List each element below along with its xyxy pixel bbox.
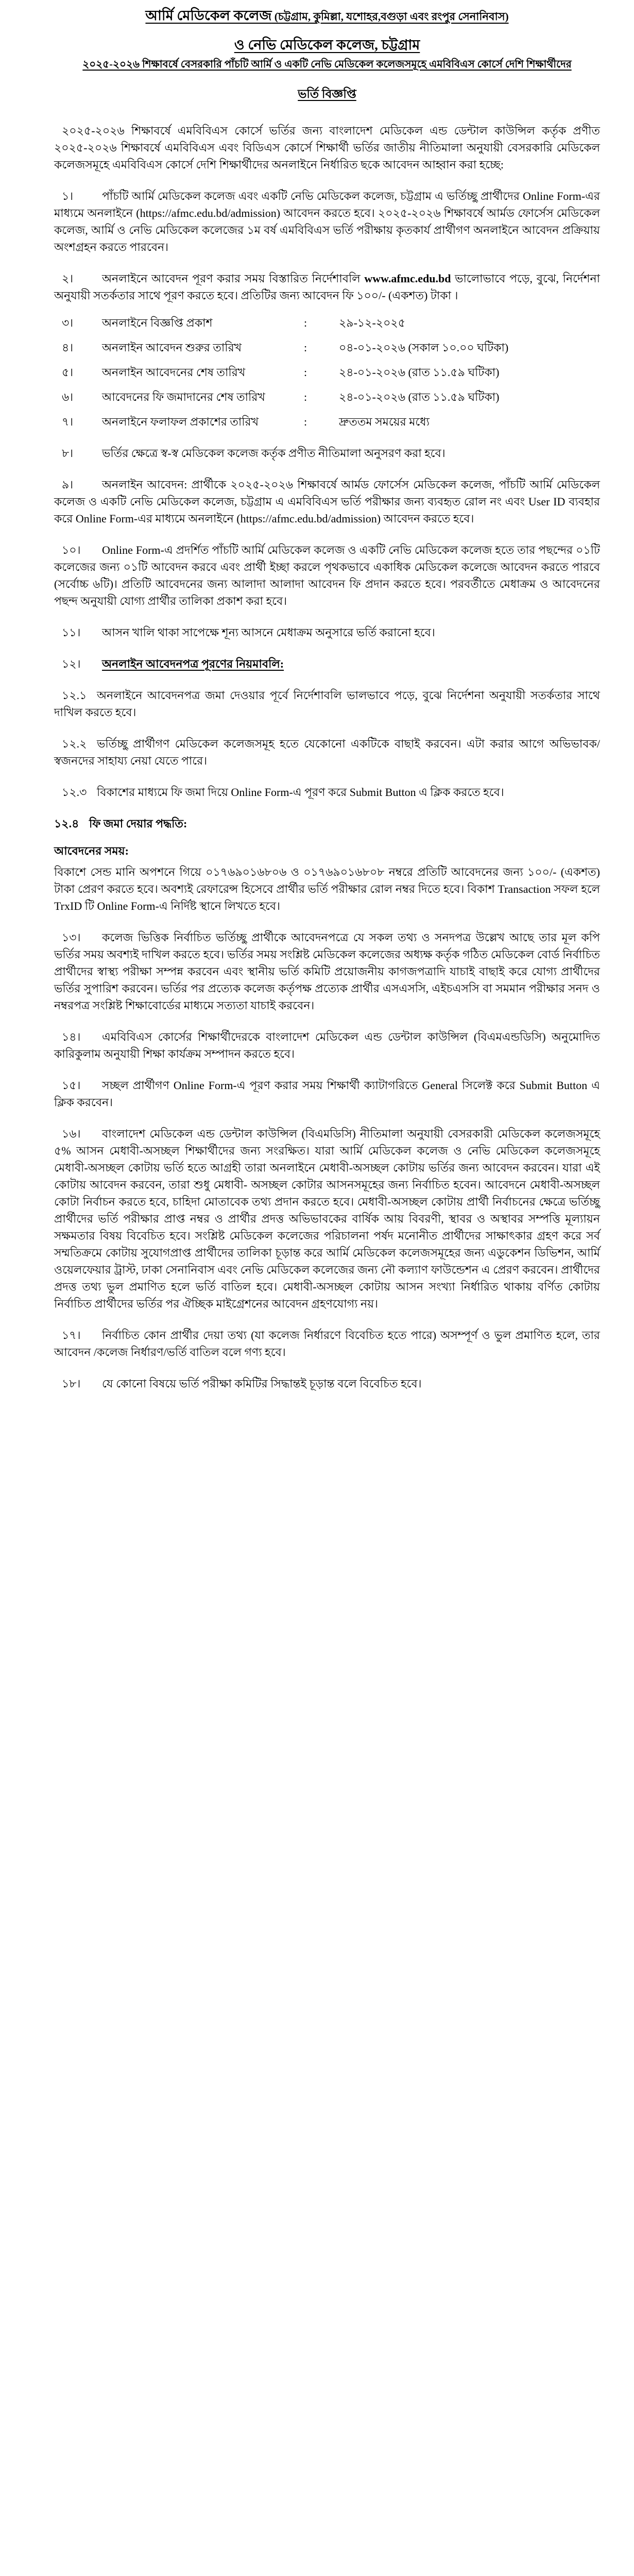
item-12-3-number: ১২.৩	[62, 785, 87, 799]
notice-subtitle: ২০২৫-২০২৬ শিক্ষাবর্ষে বেসরকারি পাঁচটি আর্মি ও একটি নেভি মেডিকেল কলেজসমূহে এমবিবিএস কোর্সে দেশি শিক্ষার্থীদের	[82, 59, 572, 70]
schedule-row-value: ২৪-০১-২০২৬ (রাত ১১.৫৯ ঘটিকা)	[339, 365, 500, 379]
item-15-text: সচ্ছল প্রার্থীগণ Online Form-এ পূরণ করার সময় শিক্ষার্থী ক্যাটাগরিতে General সিলেক্ট করে Submit Button এ ক্লিক করবেন।	[54, 1078, 600, 1109]
item-12-4-heading-row	[54, 815, 600, 832]
item-11-number: ১১।	[62, 625, 81, 639]
afmc-website-url: www.afmc.edu.bd	[364, 272, 451, 285]
item-10-number: ১০।	[62, 543, 81, 556]
item-15-number: ১৫।	[62, 1078, 81, 1092]
college-title-line2	[54, 35, 600, 56]
schedule-row-number: ৬।	[62, 390, 74, 403]
item-17-text: নির্বাচিত কোন প্রার্থীর দেয়া তথ্য (যা কলেজ নির্ধারণে বিবেচিত হতে পারে) অসম্পূর্ণ ও ভুল প্রমাণিত হলে, তার আবেদন /কলেজ নির্ধারণ/ভর্তি বাতিল বলে গণ্য হবে।	[54, 1328, 600, 1359]
item-12-1-number: ১২.১	[62, 688, 87, 702]
college-campus-list: (চট্টগ্রাম, কুমিল্লা, যশোহর,বগুড়া এবং রংপুর সেনানিবাস)	[271, 10, 509, 23]
item-2-number: ২।	[62, 272, 74, 285]
item-10-text: Online Form-এ প্রদর্শিত পাঁচটি আর্মি মেডিকেল কলেজ ও একটি নেভি মেডিকেল কলেজ হতে তার পছন্দের ০১টি কলেজের জন্য ০১টি আবেদন করবে এবং প্রার্থী ইচ্ছা করলে পৃথকভাবে একাধিক মেডিকেল কলেজে আবেদন করতে পারবে (সর্বোচ্চ ৬টি)। প্রতিটি আবেদনের জন্য আলাদা আলাদা আবেদন ফি প্রদান করতে হবে। পরবর্তীতে মেধাক্রম ও আবেদনের পছন্দ অনুযায়ী যোগ্য প্রার্থীর তালিকা প্রকাশ করা হবে।	[54, 543, 600, 607]
schedule-row-number: ৩।	[62, 316, 74, 329]
schedule-row-value: ২৪-০১-২০২৬ (রাত ১১.৫৯ ঘটিকা)	[339, 390, 500, 403]
notice-heading-row	[54, 86, 600, 104]
item-1-number: ১।	[62, 189, 74, 202]
item-13-number: ১৩।	[62, 930, 81, 944]
schedule-row-colon: :	[304, 316, 307, 329]
item-12	[54, 655, 600, 672]
item-12-1	[54, 687, 600, 721]
item-12-number: ১২।	[62, 657, 81, 670]
schedule-row-label: অনলাইন আবেদন শুরুর তারিখ	[102, 341, 242, 354]
item-10	[54, 541, 600, 609]
college-name-army: আর্মি মেডিকেল কলেজ	[145, 8, 272, 23]
item-12-2-number: ১২.২	[62, 737, 87, 750]
schedule-list	[54, 314, 600, 430]
schedule-row-value: ২৯-১২-২০২৫	[339, 316, 406, 329]
item-18-number: ১৮।	[62, 1377, 81, 1390]
item-12-1-text: অনলাইনে আবেদনপত্র জমা দেওয়ার পূর্বে নির্দেশাবলি ভালভাবে পড়ে, বুঝে নির্দেশনা অনুযায়ী সতর্কতার সাথে দাখিল করতে হবে।	[54, 688, 600, 719]
schedule-row-colon: :	[304, 415, 307, 428]
item-12-2-text: ভর্তিচ্ছু প্রার্থীগণ মেডিকেল কলেজসমূহ হতে যেকোনো একটিকে বাছাই করবেন। এটা করার আগে অভিভাবক/স্বজনদের সাহায্য নেয়া যেতে পারে।	[54, 737, 600, 767]
item-16-number: ১৬।	[62, 1127, 81, 1140]
item-8	[54, 445, 600, 462]
schedule-row-label: অনলাইনে ফলাফল প্রকাশের তারিখ	[102, 415, 259, 428]
item-8-number: ৮।	[62, 446, 74, 460]
application-time-heading: আবেদনের সময়:	[54, 844, 129, 857]
schedule-row-colon: :	[304, 341, 307, 354]
schedule-row-number: ৪।	[62, 341, 74, 354]
item-16-text: বাংলাদেশ মেডিকেল এন্ড ডেন্টাল কাউন্সিল (বিএমডিসি) নীতিমালা অনুযায়ী বেসরকারী মেডিকেল কলেজসমূহে ৫% আসন মেধাবী-অসচ্ছল শিক্ষার্থীদের জন্য সংরক্ষিত। যারা আর্মি মেডিকেল কলেজ ও নেভি মেডিকেল কলেজসমূহে মেধাবী-অসচ্ছল কোটায় ভর্তি হতে আগ্রহী তারা অনলাইনে মেধাবী-অসচ্ছল কোটায় ভর্তির জন্য আবেদন করবেন। যারা এই কোটায় আবেদন করবেন, তারা শুধু মেধাবী- অসচ্ছল কোটার আসনসমূহের জন্য নির্বাচিত হবেন। আবেদনে মেধাবী-অসচ্ছল কোটা নির্বাচন করতে হবে, চাহিদা মোতাবেক তথ্য প্রদান করতে হবে। মেধাবী-অসচ্ছল কোটায় প্রার্থী নির্বাচনের ক্ষেত্রে ভর্তিচ্ছু প্রার্থীদের ভর্তি পরীক্ষার প্রাপ্ত নম্বর ও প্রার্থীর প্রদত্ত অভিভাবকের বার্ষিক আয় বিবরণী, স্থাবর ও অস্থাবর সম্পত্তি মূল্যায়ন সক্ষমতার বিষয় বিবেচিত হবে। সংশ্লিষ্ট মেডিকেল কলেজের পরিচালনা পর্ষদ মনোনীত প্রার্থীদের সাক্ষাৎকার গ্রহণ করে সর্ব সম্মতিক্রমে কোটায় সুযোগপ্রাপ্ত প্রার্থীদের তালিকা চূড়ান্ত করে আর্মি মেডিকেল কলেজসমূহের জন্য এডুকেশন ডিভিশন, আর্মি ওয়েলফেয়ার ট্রাস্ট, ঢাকা সেনানিবাস এবং নেভি মেডিকেল কলেজের জন্য নৌ কল্যাণ ফাউন্ডেশন এ প্রেরণ করবেন। প্রার্থীদের প্রদত্ত তথ্য ভুল প্রমাণিত হলে ভর্তি বাতিল হবে। মেধাবী-অসচ্ছল কোটায় আসন সংখ্যা নির্ধারিত থাকায় বর্ণিত কোটায় নির্বাচিত প্রার্থীদের ভর্তির পর ঐচ্ছিক মাইগ্রেশনের আবেদন গ্রহণযোগ্য নয়।	[54, 1127, 600, 1310]
item-2-text-after: ভালোভাবে পড়ে, বুঝে, নির্দেশনা অনুযায়ী সতর্কতার সাথে পূরণ করতে হবে। প্রতিটির জন্য আবেদন ফি ১০০/- (একশত) টাকা ।	[54, 272, 600, 302]
fee-method-heading: ফি জমা দেয়ার পদ্ধতি:	[89, 817, 187, 830]
item-11-text: আসন খালি থাকা সাপেক্ষে শূন্য আসনে মেধাক্রম অনুসারে ভর্তি করানো হবে।	[102, 625, 435, 639]
item-9	[54, 476, 600, 527]
item-1-text: পাঁচটি আর্মি মেডিকেল কলেজ এবং একটি নেভি মেডিকেল কলেজ, চট্টগ্রাম এ ভর্তিচ্ছু প্রার্থীদের Online Form-এর মাধ্যমে অনলাইনে (https://afmc.edu.bd/admission) আবেদন করতে হবে। ২০২৫-২০২৬ শিক্ষাবর্ষে আর্মড ফোর্সেস মেডিকেল কলেজ, আর্মি ও নেভি মেডিকেল কলেজের ১ম বর্ষ এমবিবিএস ভর্তি পরীক্ষায় কৃতকার্য প্রার্থীগণ অনলাইনে আবেদন প্রক্রিয়ায় অংশগ্রহন করতে পারবেন।	[54, 189, 600, 253]
schedule-row-label: অনলাইন আবেদনের শেষ তারিখ	[102, 365, 246, 379]
notice-heading: ভর্তি বিজ্ঞপ্তি	[298, 88, 356, 100]
item-2-text-before: অনলাইনে আবেদন পূরণ করার সময় বিস্তারিত নির্দেশাবলি	[102, 272, 365, 285]
schedule-row-colon: :	[304, 390, 307, 403]
item-14-number: ১৪।	[62, 1030, 81, 1043]
schedule-row-application-start	[62, 339, 600, 356]
item-14	[54, 1028, 600, 1062]
bkash-payment-instructions: বিকাশে সেন্ড মানি অপশনে গিয়ে ০১৭৬৯০১৬৮০৬ ও ০১৭৬৯০১৬৮০৮ নম্বরে প্রতিটি আবেদনের জন্য ১০০/- (একশত) টাকা প্রেরণ করতে হবে। অবশ্যই রেফারেন্স হিসেবে প্রার্থীর ভর্তি পরীক্ষার রোল নম্বর দিতে হবে। বিকাশ Transaction সফল হলে TrxID টি Online Form-এ নির্দিষ্ট স্থানে লিখতে হবে।	[54, 865, 600, 912]
admission-notice-document	[54, 0, 600, 1392]
notice-subtitle-row	[54, 55, 600, 72]
item-12-3	[54, 784, 600, 801]
schedule-row-value: দ্রুততম সময়ের মধ্যে	[339, 415, 430, 428]
intro-paragraph: ২০২৫-২০২৬ শিক্ষাবর্ষে এমবিবিএস কোর্সে ভর্তির জন্য বাংলাদেশ মেডিকেল এন্ড ডেন্টাল কাউন্সিল কর্তৃক প্রণীত ২০২৫-২০২৬ শিক্ষাবর্ষে এমবিবিএস এবং বিডিএস কোর্সে শিক্ষার্থী ভর্তির জাতীয় নীতিমালা অনুযায়ী বেসরকারি মেডিকেল কলেজসমূহে এমবিবিএস কোর্সে দেশি শিক্ষার্থীদের অনলাইনে নির্ধারিত ছকে আবেদন আহ্বান করা হচ্ছে:	[54, 124, 600, 171]
schedule-row-number: ৫।	[62, 365, 74, 379]
item-12-heading: অনলাইন আবেদনপত্র পূরণের নিয়মাবলি:	[102, 657, 284, 670]
item-9-text: অনলাইন আবেদন: প্রার্থীকে ২০২৫-২০২৬ শিক্ষাবর্ষে আর্মড ফোর্সেস মেডিকেল কলেজ, পাঁচটি আর্মি মেডিকেল কলেজ ও একটি নেভি মেডিকেল কলেজ, চট্টগ্রাম এ এমবিবিএস ভর্তি পরীক্ষার জন্য ব্যবহৃত রোল নং এবং User ID ব্যবহার করে Online Form-এর মাধ্যমে অনলাইনে (https://afmc.edu.bd/admission) আবেদন করতে হবে।	[54, 478, 600, 525]
item-18	[54, 1375, 600, 1392]
item-18-text: যে কোনো বিষয়ে ভর্তি পরীক্ষা কমিটির সিদ্ধান্তই চূড়ান্ত বলে বিবেচিত হবে।	[102, 1377, 422, 1390]
item-11	[54, 624, 600, 641]
item-12-3-text: বিকাশের মাধ্যমে ফি জমা দিয়ে Online Form-এ পূরণ করে Submit Button এ ক্লিক করতে হবে।	[97, 785, 504, 799]
item-15	[54, 1077, 600, 1111]
item-17-number: ১৭।	[62, 1328, 81, 1342]
item-1	[54, 188, 600, 256]
college-title-line1	[54, 5, 600, 26]
schedule-row-publication	[62, 314, 600, 331]
item-17	[54, 1327, 600, 1361]
item-16	[54, 1125, 600, 1312]
schedule-row-label: আবেদনের ফি জমাদানের শেষ তারিখ	[102, 390, 265, 403]
schedule-row-result	[62, 413, 600, 430]
schedule-row-fee-deadline	[62, 388, 600, 405]
item-8-text: ভর্তির ক্ষেত্রে স্ব-স্ব মেডিকেল কলেজ কর্তৃক প্রণীত নীতিমালা অনুসরণ করা হবে।	[102, 446, 445, 460]
item-13	[54, 929, 600, 1014]
college-name-navy: ও নেভি মেডিকেল কলেজ, চট্টগ্রাম	[234, 37, 420, 53]
item-2	[54, 270, 600, 304]
schedule-row-label: অনলাইনে বিজ্ঞপ্তি প্রকাশ	[102, 316, 213, 329]
schedule-row-colon: :	[304, 365, 307, 379]
item-12-2	[54, 735, 600, 769]
schedule-row-application-end	[62, 364, 600, 381]
schedule-row-value: ০৪-০১-২০২৬ (সকাল ১০.০০ ঘটিকা)	[339, 341, 509, 354]
item-14-text: এমবিবিএস কোর্সের শিক্ষার্থীদেরকে বাংলাদেশ মেডিকেল এন্ড ডেন্টাল কাউন্সিল (বিএমএন্ডডিসি) অনুমোদিত কারিকুলাম অনুযায়ী শিক্ষা কার্যক্রম সম্পাদন করতে হবে।	[54, 1030, 600, 1060]
schedule-row-number: ৭।	[62, 415, 74, 428]
item-13-text: কলেজ ভিত্তিক নির্বাচিত ভর্তিচ্ছু প্রার্থীকে আবেদনপত্রে যে সকল তথ্য ও সনদপত্র উল্লেখ আছে তার মূল কপি ভর্তির সময় অবশ্যই দাখিল করতে হবে। ভর্তির সময় সংশ্লিষ্ট মেডিকেল কলেজের অধ্যক্ষ কর্তৃক গঠিত মেডিকেল বোর্ড নির্বাচিত প্রার্থীদের স্বাস্থ্য পরীক্ষা সম্পন্ন করবেন এবং স্থানীয় ভর্তি কমিটি প্রয়োজনীয় কাগজপত্রাদি যাচাই বাছাই করে যোগ্য প্রার্থীদের ভর্তির সুপারিশ করবেন। ভর্তির পর প্রত্যেক কলেজ কর্তৃপক্ষ প্রত্যেক প্রার্থীর এসএসসি, এইচএসসি বা সমমান পরীক্ষার সনদ ও নম্বরপত্র সংশ্লিষ্ট শিক্ষাবোর্ডের মাধ্যমে সত্যতা যাচাই করবেন।	[54, 930, 600, 1012]
item-9-number: ৯।	[62, 478, 74, 491]
item-12-4-number: ১২.৪	[54, 817, 79, 830]
